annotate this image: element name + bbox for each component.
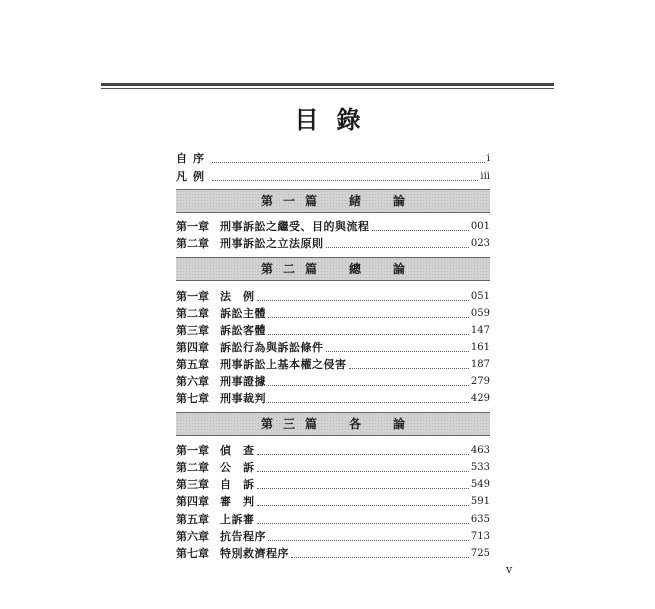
dot-leader [268, 334, 469, 335]
entry-page: 463 [470, 445, 490, 456]
entry-title: 法 例 [220, 290, 255, 303]
chapter-number: 第六章 [176, 375, 209, 388]
entry-page: 279 [470, 376, 490, 387]
page-title: 目錄 [294, 105, 379, 134]
chapter-number: 第二章 [176, 237, 209, 250]
entry-title: 抗告程序 [220, 530, 266, 543]
entry-page: iii [480, 171, 490, 182]
header-rule-thin [101, 88, 554, 89]
entry-page: i [486, 153, 490, 164]
toc-entry[interactable] [176, 373, 490, 389]
part-heading-1: 第一篇 緒 論 [176, 189, 490, 213]
toc-entry[interactable] [176, 442, 490, 458]
part-heading-2: 第二篇 總 論 [176, 257, 490, 281]
entry-title: 特別救濟程序 [220, 547, 289, 560]
dot-leader [268, 317, 469, 318]
entry-title: 訴訟主體 [220, 307, 266, 320]
entry-title: 刑事證據 [220, 375, 266, 388]
dot-leader [326, 351, 469, 352]
entry-page: 051 [470, 291, 490, 302]
toc-entry[interactable] [176, 322, 490, 338]
toc-entry[interactable] [176, 459, 490, 475]
toc-entry[interactable] [176, 390, 490, 406]
dot-leader [212, 180, 478, 181]
dot-leader [372, 230, 469, 231]
part-heading-3: 第三篇 各 論 [176, 412, 490, 436]
toc-entry-preface[interactable] [176, 150, 490, 166]
entry-page: 725 [470, 548, 490, 559]
chapter-number: 第四章 [176, 495, 209, 508]
entry-title: 凡例 [176, 170, 210, 183]
chapter-number: 第一章 [176, 220, 209, 233]
chapter-number: 第六章 [176, 530, 209, 543]
dot-leader [291, 557, 469, 558]
page-number: v [506, 563, 513, 576]
entry-title: 刑事訴訟之繼受、目的與流程 [220, 220, 370, 233]
entry-page: 187 [470, 359, 490, 370]
entry-title: 訴訟行為與訴訟條件 [220, 341, 324, 354]
entry-page: 059 [470, 308, 490, 319]
entry-page: 001 [470, 221, 490, 232]
chapter-number: 第四章 [176, 341, 209, 354]
entry-title: 偵 查 [220, 444, 255, 457]
dot-leader [268, 402, 469, 403]
dot-leader [257, 471, 469, 472]
dot-leader [257, 488, 469, 489]
entry-title: 自 訴 [220, 478, 255, 491]
chapter-number: 第七章 [176, 392, 209, 405]
entry-title: 審 判 [220, 495, 255, 508]
entry-page: 549 [470, 479, 490, 490]
entry-title: 訴訟客體 [220, 324, 266, 337]
dot-leader [268, 540, 469, 541]
chapter-number: 第五章 [176, 358, 209, 371]
chapter-number: 第七章 [176, 547, 209, 560]
dot-leader [212, 162, 485, 163]
chapter-number: 第三章 [176, 324, 209, 337]
entry-page: 591 [470, 496, 490, 507]
toc-entry[interactable] [176, 288, 490, 304]
dot-leader [257, 523, 469, 524]
entry-page: 635 [470, 514, 490, 525]
header-rule-thick [101, 83, 554, 86]
dot-leader [326, 247, 469, 248]
chapter-number: 第二章 [176, 307, 209, 320]
toc-entry[interactable] [176, 545, 490, 561]
chapter-number: 第一章 [176, 290, 209, 303]
entry-title: 自序 [176, 152, 210, 165]
dot-leader [349, 368, 469, 369]
entry-title: 上訴審 [220, 513, 255, 526]
toc-entry[interactable] [176, 235, 490, 251]
entry-title: 刑事訴訟之立法原則 [220, 237, 324, 250]
entry-page: 713 [470, 531, 490, 542]
chapter-number: 第三章 [176, 478, 209, 491]
dot-leader [257, 300, 469, 301]
entry-page: 533 [470, 462, 490, 473]
dot-leader [268, 385, 469, 386]
toc-entry[interactable] [176, 476, 490, 492]
toc-entry[interactable] [176, 528, 490, 544]
dot-leader [257, 454, 469, 455]
chapter-number: 第五章 [176, 513, 209, 526]
chapter-number: 第一章 [176, 444, 209, 457]
toc-entry[interactable] [176, 218, 490, 234]
entry-page: 429 [470, 393, 490, 404]
toc-entry-conventions[interactable] [176, 168, 490, 184]
entry-page: 147 [470, 325, 490, 336]
toc-entry[interactable] [176, 511, 490, 527]
toc-entry[interactable] [176, 305, 490, 321]
entry-page: 023 [470, 238, 490, 249]
dot-leader [257, 505, 469, 506]
toc-entry[interactable] [176, 356, 490, 372]
chapter-number: 第二章 [176, 461, 209, 474]
entry-page: 161 [470, 342, 490, 353]
entry-title: 刑事裁判 [220, 392, 266, 405]
entry-title: 公 訴 [220, 461, 255, 474]
entry-title: 刑事訴訟上基本權之侵害 [220, 358, 347, 371]
toc-entry[interactable] [176, 493, 490, 509]
toc-entry[interactable] [176, 339, 490, 355]
